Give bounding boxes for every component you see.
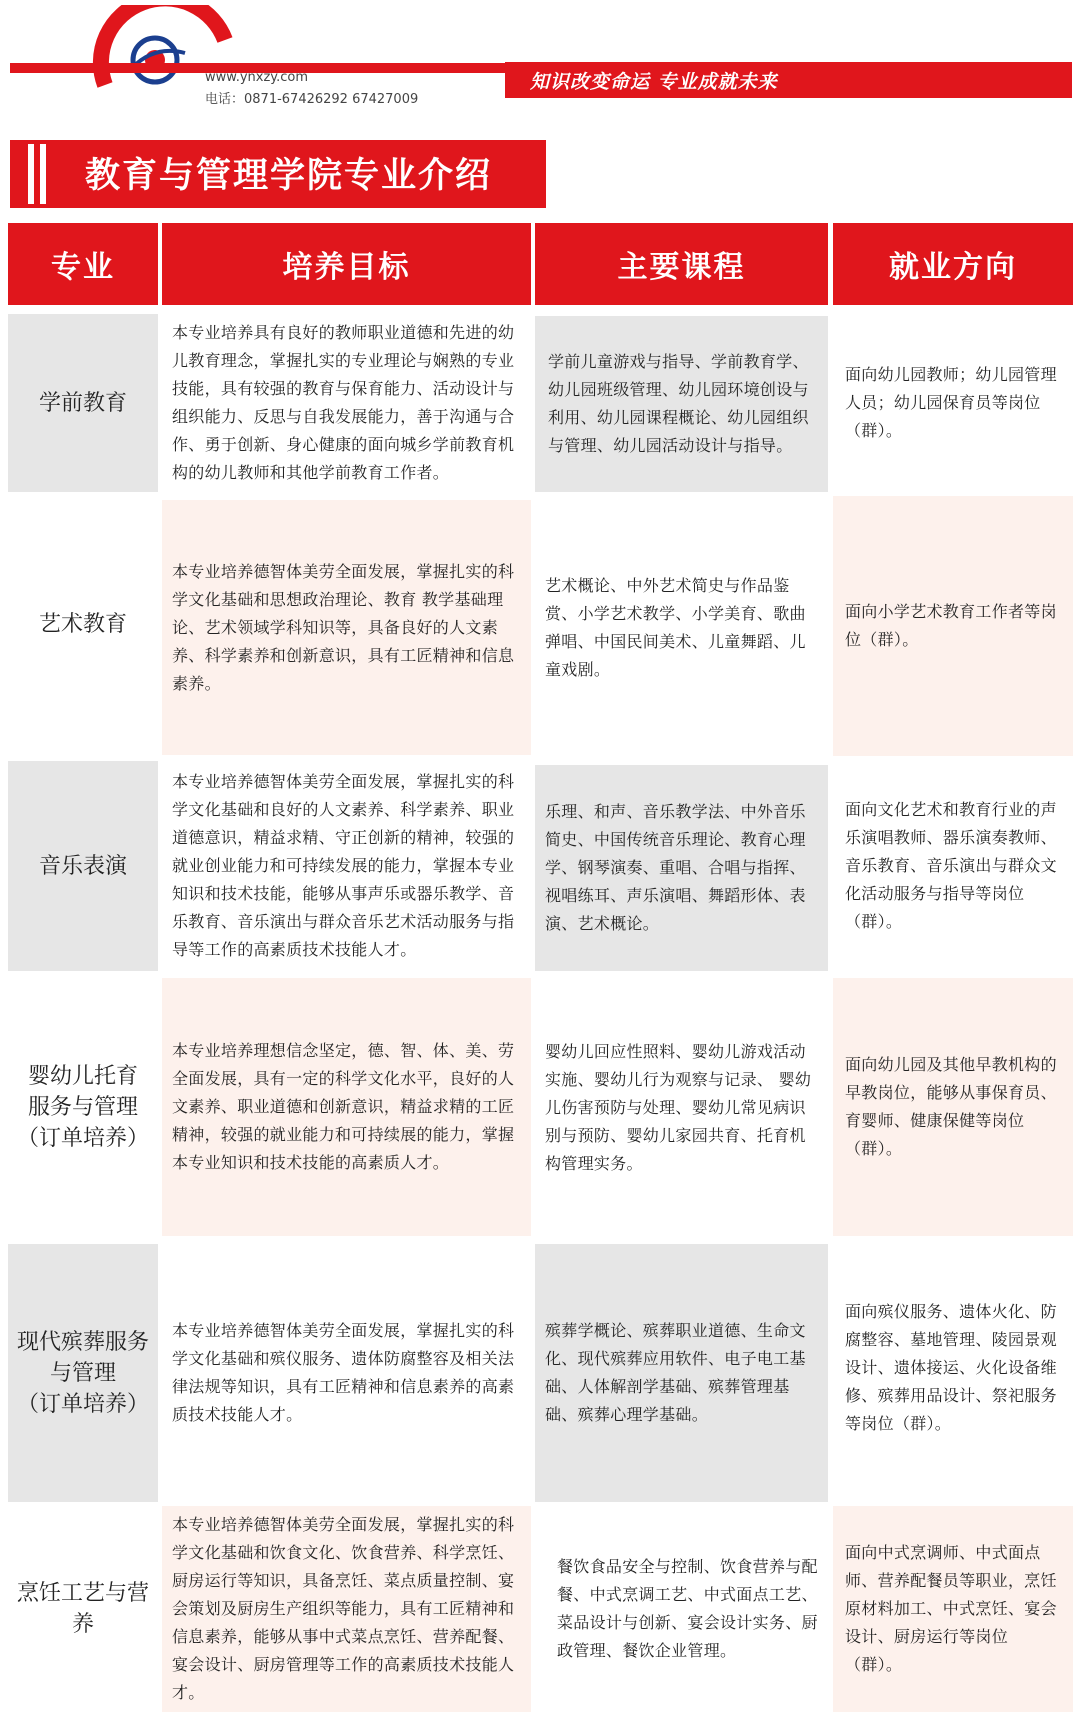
table-row-jobs: 面向幼儿园及其他早教机构的早教岗位，能够从事保育员、育婴师、健康保健等岗位（群）。 <box>833 978 1073 1236</box>
column-header-major: 专业 <box>8 223 158 305</box>
table-row-courses: 艺术概论、中外艺术简史与作品鉴赏、小学艺术教学、小学美育、歌曲弹唱、中国民间美术、儿童舞蹈、儿童戏剧。 <box>545 575 806 679</box>
website-url: www.ynxzy.com <box>205 70 309 85</box>
table-row-major: 音乐表演 <box>8 761 158 971</box>
table-row-goal: 本专业培养德智体美劳全面发展，掌握扎实的科学文化基础和良好的人文素养、科学素养、职业道德意识，精益求精、守正创新的精神，较强的就业创业能力和可持续发展的能力，掌握本专业知识和技术技能，能够从事声乐或器乐教学、音乐教育、音乐演出与群众音乐艺术活动服务与指导等工作的高素质技术技能人才。 <box>172 772 515 959</box>
table-row-major: 学前教育 <box>8 314 158 492</box>
table-row-major: 婴幼儿托育 服务与管理 （订单培养） <box>16 1063 149 1151</box>
table-row-goal: 本专业培养德智体美劳全面发展，掌握扎实的科学文化基础和思想政治理论、教育 教学基础理论、艺术领域学科知识等，具备良好的人文素养、科学素养和创新意识，具有工匠精神和信息素养。 <box>162 500 531 755</box>
title-stripe <box>28 144 34 204</box>
table-row-goal: 本专业培养理想信念坚定，德、智、体、美、劳全面发展，具有一定的科学文化水平，良好的人文素养、职业道德和创新意识，精益求精的工匠精神，较强的就业能力和可持续展的能力，掌握本专业知识和技术技能的高素质人才。 <box>162 978 531 1236</box>
column-header-courses: 主要课程 <box>535 223 828 305</box>
table-row-jobs: 面向幼儿园教师；幼儿园管理人员；幼儿园保育员等岗位（群）。 <box>845 365 1057 440</box>
table-row-jobs: 面向文化艺术和教育行业的声乐演唱教师、器乐演奏教师、音乐教育、音乐演出与群众文化活动服务与指导等岗位（群）。 <box>845 800 1057 931</box>
slogan-text: 知识改变命运 专业成就未来 <box>530 71 778 93</box>
table-row-major: 艺术教育 <box>38 611 127 637</box>
phone-number: 电话：0871-67426292 67427009 <box>205 92 419 107</box>
table-row-courses: 餐饮食品安全与控制、饮食营养与配餐、中式烹调工艺、中式面点工艺、菜品设计与创新、宴会设计实务、厨政管理、餐饮企业管理。 <box>557 1557 818 1660</box>
table-row-major: 烹饪工艺与营养 <box>16 1581 149 1637</box>
column-header-goal: 培养目标 <box>162 223 531 305</box>
table-row-jobs: 面向殡仪服务、遗体火化、防腐整容、墓地管理、陵园景观设计、遗体接运、火化设备维修、殡葬用品设计、祭祀服务等岗位（群）。 <box>845 1302 1057 1433</box>
table-row-goal: 本专业培养具有良好的教师职业道德和先进的幼儿教育理念，掌握扎实的专业理论与娴熟的专业技能，具有较强的教育与保育能力、活动设计与组织能力、反思与自我发展能力，善于沟通与合作、勇于创新、身心健康的面向城乡学前教育机构的幼儿教师和其他学前教育工作者。 <box>172 323 515 482</box>
table-row-goal: 本专业培养德智体美劳全面发展，掌握扎实的科学文化基础和殡仪服务、遗体防腐整容及相关法律法规等知识，具有工匠精神和信息素养的高素质技术技能人才。 <box>172 1321 515 1424</box>
title-stripe <box>40 144 46 204</box>
table-row-courses: 学前儿童游戏与指导、学前教育学、幼儿园班级管理、幼儿园环境创设与利用、幼儿园课程概论、幼儿园组织与管理、幼儿园活动设计与指导。 <box>535 316 828 492</box>
table-row-courses: 乐理、和声、音乐教学法、中外音乐简史、中国传统音乐理论、教育心理学、钢琴演奏、重唱、合唱与指挥、视唱练耳、声乐演唱、舞蹈形体、表演、艺术概论。 <box>535 765 828 971</box>
page-title: 教育与管理学院专业介绍 <box>85 156 493 196</box>
table-row-jobs: 面向中式烹调师、中式面点师、营养配餐员等职业，烹饪原材料加工、中式烹饪、宴会设计、厨房运行等岗位（群）。 <box>833 1506 1073 1712</box>
table-row-courses: 殡葬学概论、殡葬职业道德、生命文化、现代殡葬应用软件、电子电工基础、人体解剖学基础、殡葬管理基础、殡葬心理学基础。 <box>535 1244 828 1502</box>
table-row-courses: 婴幼儿回应性照料、婴幼儿游戏活动实施、婴幼儿行为观察与记录、 婴幼儿伤害预防与处理、婴幼儿常见病识别与预防、婴幼儿家园共育、托育机构管理实务。 <box>545 1042 812 1173</box>
column-header-jobs: 就业方向 <box>833 223 1073 305</box>
table-row-goal: 本专业培养德智体美劳全面发展，掌握扎实的科学文化基础和饮食文化、饮食营养、科学烹饪、厨房运行等知识，具备烹饪、菜点质量控制、宴会策划及厨房生产组织等能力，具有工匠精神和信息素养，能够从事中式菜点烹饪、营养配餐、宴会设计、厨房管理等工作的高素质技术技能人才。 <box>162 1506 531 1712</box>
table-row-major: 现代殡葬服务 与管理 （订单培养） <box>8 1244 158 1502</box>
table-row-jobs: 面向小学艺术教育工作者等岗位（群）。 <box>833 496 1073 756</box>
